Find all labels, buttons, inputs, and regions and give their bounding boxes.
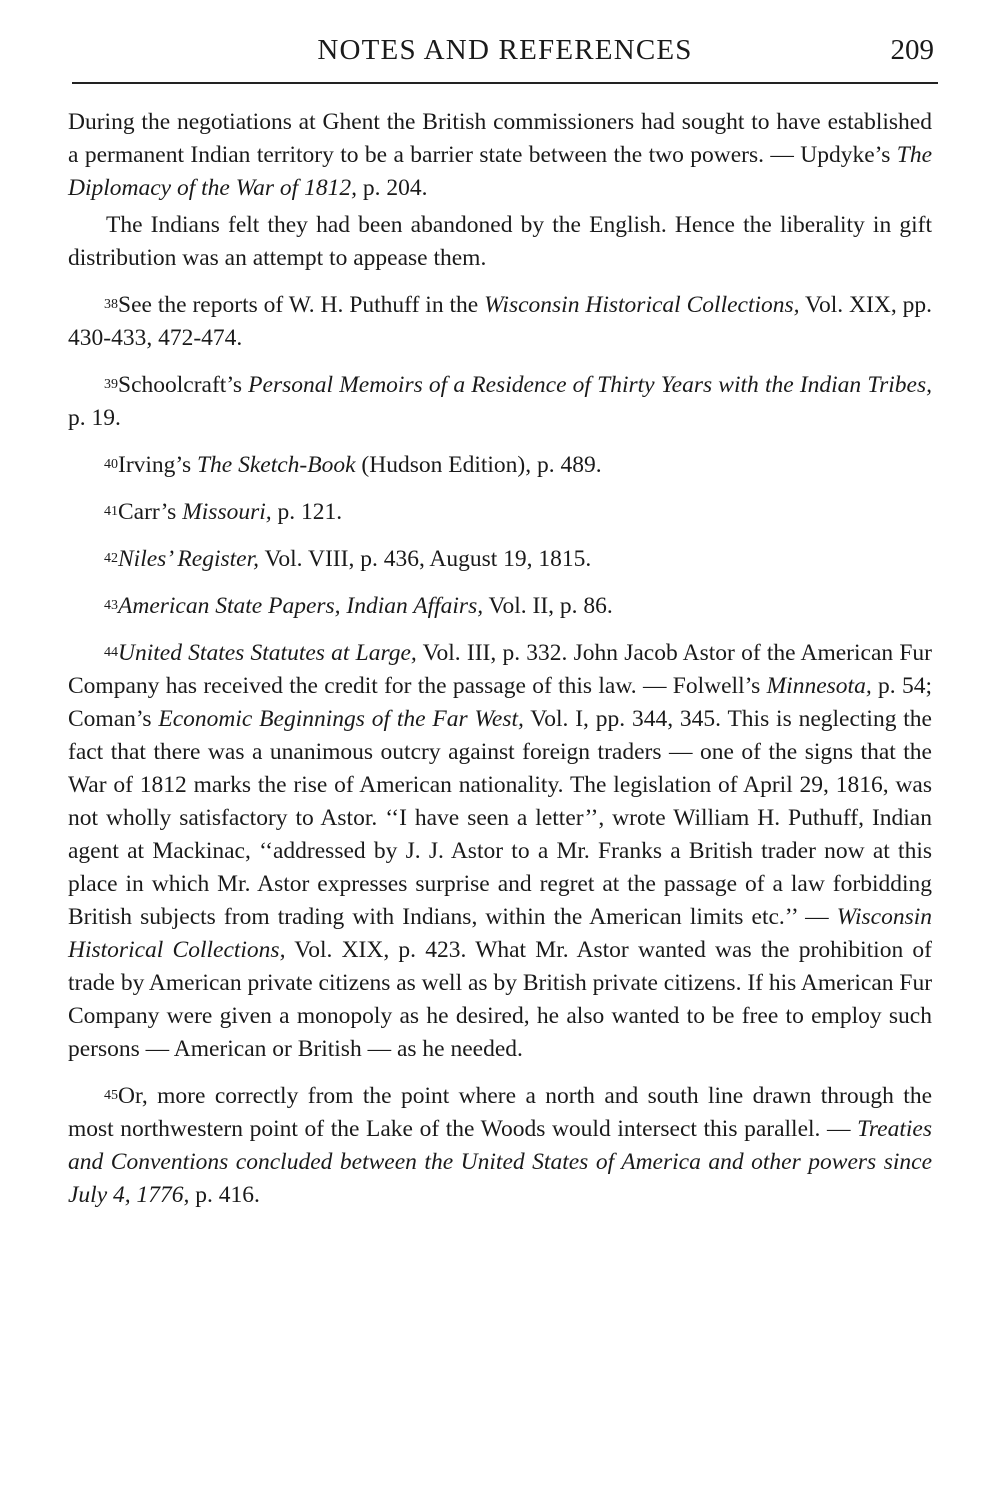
intro-paragraph-2: The Indians felt they had been abandoned by the English. Hence the liberality in gift distribution was an attempt to appease them. [68, 212, 932, 271]
footnote-number: 39 [104, 377, 118, 392]
footnote-number: 40 [104, 457, 118, 472]
footnote-44: $^{44}$United States Statutes at Large, Vol. III, p. 332. John Jacob Astor of the American Fur Company has received the credit for the passage of this law. — Folwell’s Minnesota, p. 54; Coman’s Economic Beginnings of the Far West, Vol. I, pp. 344, 345. This is neglecting the fact that there was a unanimous outcry against foreign traders — one of the signs that the War of 1812 marks the rise of American nationality. The legislation of April 29, 1816, was not wholly satisfactory to Astor. ‘‘I have seen a letter’’, wrote William H. Puthuff, Indian agent at Mackinac, ‘‘addressed by J. J. Astor to a Mr. Franks a British trader now at this place in which Mr. Astor expresses surprise and regret at the passage of a law forbidding British subjects from trading with Indians, within the American limits etc.’’ — Wisconsin Historical Collections, Vol. XIX, p. 423. What Mr. Astor wanted was the prohibition of trade by American private citizens as well as by British private citizens. If his American Fur Company were given a monopoly as he desired, he also wanted to be free to employ such persons — American or British — as he needed. [68, 640, 933, 1062]
running-title: NOTES AND REFERENCES [317, 34, 693, 66]
book-title: The Diplomacy of the War of 1812, [68, 142, 932, 201]
footnote-number: 44 [104, 645, 118, 660]
header-rule [72, 82, 938, 84]
footnote-number: 41 [104, 504, 118, 519]
footnote-40: $^{40}$Irving’s The Sketch-Book (Hudson Edition), p. 489. [104, 452, 602, 478]
notes-body [68, 106, 932, 1212]
running-header [72, 32, 938, 72]
footnote-42: $^{42}$Niles’ Register, Vol. VIII, p. 436, August 19, 1815. [104, 546, 592, 572]
footnote-38: $^{38}$See the reports of W. H. Puthuff in the Wisconsin Historical Collections, Vol. XIX, pp. 430-433, 472-474. [68, 292, 932, 351]
footnote-number: 43 [104, 598, 118, 613]
footnote-number: 38 [104, 297, 118, 312]
page-number: 209 [890, 34, 934, 66]
footnote-number: 45 [104, 1088, 118, 1103]
footnote-43: $^{43}$American State Papers, Indian Affairs, Vol. II, p. 86. [104, 593, 613, 619]
footnote-number: 42 [104, 551, 118, 566]
footnote-41: $^{41}$Carr’s Missouri, p. 121. [104, 499, 343, 525]
footnote-39: $^{39}$Schoolcraft’s Personal Memoirs of a Residence of Thirty Years with the Indian Tribes, p. 19. [68, 372, 932, 431]
intro-paragraph: During the negotiations at Ghent the British commissioners had sought to have established a permanent Indian territory to be a barrier state between the two powers. — Updyke’s The Diplomacy of the War of 1812, p. 204. [68, 109, 932, 201]
footnote-45: $^{45}$Or, more correctly from the point where a north and south line drawn through the most northwestern point of the Lake of the Woods would intersect this parallel. — Treaties and Conventions concluded between the United States of America and other powers since July 4, 1776, p. 416. [68, 1083, 932, 1208]
